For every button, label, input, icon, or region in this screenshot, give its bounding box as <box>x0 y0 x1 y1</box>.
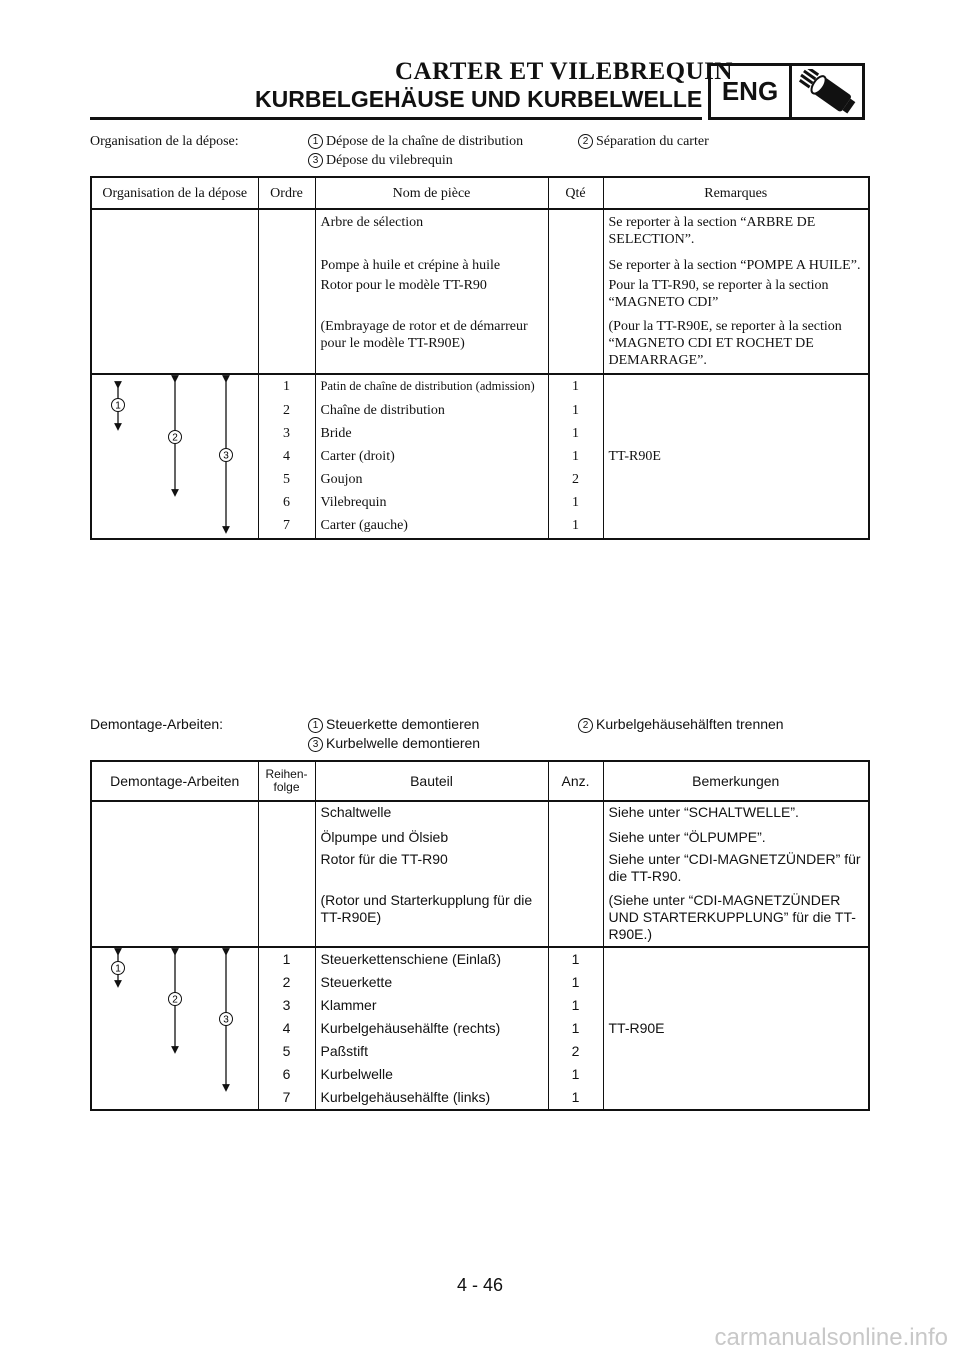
fr-step-1 <box>308 132 523 151</box>
fr-row-order: 2 <box>258 397 315 421</box>
fr-row-order: 1 <box>258 374 315 397</box>
fr-removal-steps <box>90 132 890 172</box>
fr-row-name: Carter (gauche) <box>315 513 548 539</box>
step-number-circle: 3 <box>308 737 323 752</box>
de-col-order: Reihen-folge <box>258 761 315 801</box>
de-col-remarks: Bemerkungen <box>603 761 869 801</box>
fr-steps-label: Organisation de la dépose: <box>90 134 239 149</box>
fr-prelim-name: Arbre de sélection <box>315 209 548 256</box>
table-row <box>91 374 869 397</box>
de-col-org: Demontage-Arbeiten <box>91 761 258 801</box>
table-row <box>91 947 869 970</box>
de-prelim-name: Ölpumpe und Ölsieb <box>315 826 548 848</box>
watermark: carmanualsonline.info <box>714 1324 948 1351</box>
de-prelim-remark: (Siehe unter “CDI-MAGNETZÜNDER UND STARTERKUPPLUNG” für die TT-R90E.) <box>603 891 869 947</box>
de-prelim-name: Schaltwelle <box>315 801 548 826</box>
fr-row-name: Bride <box>315 421 548 444</box>
fr-row-order: 4 <box>258 444 315 467</box>
engine-wrench-icon <box>792 66 862 117</box>
table-row <box>91 209 869 256</box>
section-badge-label: ENG <box>711 66 792 117</box>
fr-step-1-text: Dépose de la chaîne de distribution <box>326 134 524 149</box>
table-row <box>91 891 869 947</box>
fr-col-qty: Qté <box>548 177 603 209</box>
de-row-name: Kurbelwelle <box>315 1062 548 1085</box>
de-prelim-remark: Siehe unter “CDI-MAGNETZÜNDER” für die TT-R90. <box>603 848 869 891</box>
de-row-qty: 1 <box>548 970 603 993</box>
de-row-name: Kurbelgehäusehälfte (links) <box>315 1085 548 1110</box>
de-row-order: 6 <box>258 1062 315 1085</box>
fr-row-qty: 1 <box>548 397 603 421</box>
fr-sequence-arrows <box>91 374 258 539</box>
step-number-circle: 3 <box>308 153 323 168</box>
fr-row-qty: 1 <box>548 490 603 513</box>
de-parts-table <box>90 760 870 1111</box>
de-row-name: Paßstift <box>315 1039 548 1062</box>
de-removal-steps <box>90 715 890 755</box>
fr-step-3 <box>308 151 453 170</box>
de-row-order: 7 <box>258 1085 315 1110</box>
fr-row-name: Patin de chaîne de distribution (admission) <box>315 374 548 397</box>
fr-prelim-name: (Embrayage de rotor et de démarreur pour le modèle TT-R90E) <box>315 317 548 374</box>
header-rule <box>90 117 702 120</box>
arrow-label-2: 2 <box>172 994 178 1006</box>
fr-row-qty: 1 <box>548 374 603 397</box>
fr-row-name: Carter (droit) <box>315 444 548 467</box>
fr-row-order: 7 <box>258 513 315 539</box>
arrow-label-3: 3 <box>223 1014 229 1026</box>
fr-prelim-remark: Se reporter à la section “POMPE A HUILE”. <box>603 256 869 276</box>
fr-row-qty: 1 <box>548 421 603 444</box>
de-step-2 <box>578 715 784 734</box>
step-number-circle: 1 <box>308 134 323 149</box>
de-prelim-name: (Rotor und Starterkupplung für die TT-R90E) <box>315 891 548 947</box>
de-sequence-arrows <box>91 947 258 1110</box>
fr-step-2-text: Séparation du carter <box>596 134 709 149</box>
de-row-name: Kurbelgehäusehälfte (rechts) <box>315 1016 548 1039</box>
fr-step-3-text: Dépose du vilebrequin <box>326 153 453 168</box>
step-number-circle: 2 <box>578 134 593 149</box>
arrow-label-1: 1 <box>115 963 121 975</box>
fr-row-qty: 2 <box>548 467 603 490</box>
table-row <box>91 276 869 317</box>
title-french: CARTER ET VILEBREQUIN <box>395 58 733 85</box>
table-row <box>91 256 869 276</box>
fr-remark-ttr90e: TT-R90E <box>603 374 869 539</box>
fr-prelim-name: Rotor pour le modèle TT-R90 <box>315 276 548 317</box>
de-prelim-name: Rotor für die TT-R90 <box>315 848 548 891</box>
de-row-order: 4 <box>258 1016 315 1039</box>
de-row-order: 5 <box>258 1039 315 1062</box>
fr-col-remarks: Remarques <box>603 177 869 209</box>
de-row-qty: 1 <box>548 1016 603 1039</box>
de-remark-ttr90e: TT-R90E <box>603 947 869 1110</box>
fr-prelim-remark: Se reporter à la section “ARBRE DE SELECTION”. <box>603 209 869 256</box>
de-row-order: 3 <box>258 993 315 1016</box>
de-row-qty: 1 <box>548 947 603 970</box>
title-german: KURBELGEHÄUSE UND KURBELWELLE <box>255 86 703 112</box>
fr-row-qty: 1 <box>548 444 603 467</box>
arrow-label-2: 2 <box>172 432 178 444</box>
arrow-label-3: 3 <box>223 450 229 462</box>
fr-prelim-remark: Pour la TT-R90, se reporter à la section “MAGNETO CDI” <box>603 276 869 317</box>
de-row-qty: 1 <box>548 993 603 1016</box>
fr-row-order: 6 <box>258 490 315 513</box>
de-prelim-remark: Siehe unter “SCHALTWELLE”. <box>603 801 869 826</box>
fr-col-org: Organisation de la dépose <box>91 177 258 209</box>
table-row <box>91 848 869 891</box>
de-row-qty: 1 <box>548 1085 603 1110</box>
de-row-name: Steuerkettenschiene (Einlaß) <box>315 947 548 970</box>
de-step-1-text: Steuerkette demontieren <box>326 716 480 732</box>
fr-prelim-remark: (Pour la TT-R90E, se reporter à la section “MAGNETO CDI ET ROCHET DE DEMARRAGE”. <box>603 317 869 374</box>
fr-step-2 <box>578 132 709 151</box>
section-badge <box>708 63 865 120</box>
fr-row-name: Vilebrequin <box>315 490 548 513</box>
step-number-circle: 2 <box>578 718 593 733</box>
de-row-name: Klammer <box>315 993 548 1016</box>
de-col-name: Bauteil <box>315 761 548 801</box>
fr-parts-table <box>90 176 870 540</box>
de-row-qty: 1 <box>548 1062 603 1085</box>
de-row-order: 2 <box>258 970 315 993</box>
step-number-circle: 1 <box>308 718 323 733</box>
de-step-3-text: Kurbelwelle demontieren <box>326 735 481 751</box>
de-col-qty: Anz. <box>548 761 603 801</box>
de-steps-label: Demontage-Arbeiten: <box>90 716 224 732</box>
fr-col-name: Nom de pièce <box>315 177 548 209</box>
table-row <box>91 317 869 374</box>
de-row-name: Steuerkette <box>315 970 548 993</box>
fr-row-order: 5 <box>258 467 315 490</box>
table-row <box>91 801 869 826</box>
table-row <box>91 826 869 848</box>
fr-prelim-name: Pompe à huile et crépine à huile <box>315 256 548 276</box>
fr-row-qty: 1 <box>548 513 603 539</box>
arrow-label-1: 1 <box>115 400 121 412</box>
de-step-2-text: Kurbelgehäusehälften trennen <box>596 716 784 732</box>
de-step-1 <box>308 715 479 734</box>
fr-row-name: Goujon <box>315 467 548 490</box>
page-number: 4 - 46 <box>456 1275 504 1295</box>
fr-row-name: Chaîne de distribution <box>315 397 548 421</box>
de-prelim-remark: Siehe unter “ÖLPUMPE”. <box>603 826 869 848</box>
de-row-qty: 2 <box>548 1039 603 1062</box>
de-row-order: 1 <box>258 947 315 970</box>
fr-col-order: Ordre <box>258 177 315 209</box>
de-step-3 <box>308 734 480 753</box>
fr-row-order: 3 <box>258 421 315 444</box>
